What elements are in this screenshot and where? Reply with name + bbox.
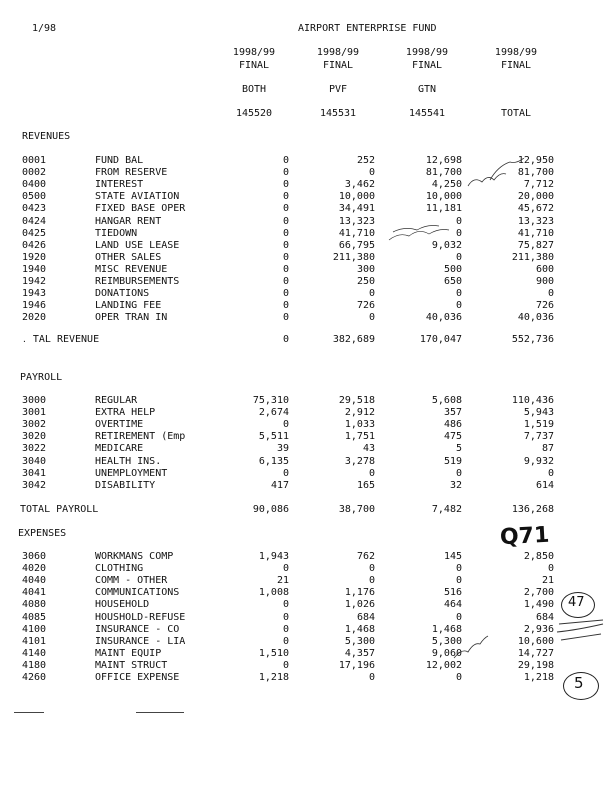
row-name: MAINT STRUCT [95, 659, 168, 671]
row-value: 486 [443, 419, 462, 431]
column-group: BOTH [241, 84, 267, 95]
row-value: 726 [356, 300, 375, 312]
row-code: 1940 [22, 263, 47, 275]
column-code: 145520 [235, 108, 273, 119]
row-value: 39 [276, 443, 289, 455]
row-name: DISABILITY [95, 479, 156, 491]
total-payroll-label: TOTAL PAYROLL [20, 504, 99, 515]
row-value: 0 [282, 300, 289, 312]
row-value: 21 [541, 575, 554, 587]
row-value: 5,608 [431, 395, 462, 406]
row-value: 0 [455, 672, 462, 683]
handwritten-scribble-revenue [460, 158, 530, 198]
column-code: TOTAL [500, 108, 532, 119]
row-value: 252 [356, 155, 375, 166]
row-name: COMMUNICATIONS [95, 587, 180, 599]
row-value: 0 [282, 215, 289, 227]
row-value: 1,176 [344, 587, 375, 599]
column-year: 1998/99 [405, 47, 449, 58]
row-value: 29,518 [338, 395, 375, 406]
row-value: 11,181 [425, 203, 462, 215]
row-name: DONATIONS [95, 288, 150, 300]
row-value: 0 [282, 467, 289, 479]
row-code: 4041 [22, 587, 47, 599]
row-code: 0426 [22, 239, 47, 251]
row-name: FUND BAL [95, 155, 144, 166]
row-value: 5,943 [523, 407, 554, 419]
row-code: 1942 [22, 276, 47, 287]
row-value: 12,950 [517, 155, 554, 166]
row-code: 3042 [22, 479, 47, 491]
row-value: 5,300 [344, 635, 375, 647]
row-value: 900 [535, 276, 554, 287]
row-code: 1943 [22, 288, 47, 300]
column-group: PVF [328, 84, 348, 95]
row-value: 20,000 [517, 191, 554, 203]
row-value: 3,462 [344, 179, 375, 191]
row-value: 1,490 [523, 599, 554, 611]
row-code: 3022 [22, 443, 47, 455]
row-value: 87 [541, 443, 554, 455]
row-code: 3040 [22, 455, 47, 467]
row-value: 1,218 [258, 672, 289, 683]
row-value: 650 [443, 276, 462, 287]
row-value: 12,002 [425, 659, 462, 671]
row-value: 5,300 [431, 635, 462, 647]
row-name: EXTRA HELP [95, 407, 156, 419]
row-value: 10,000 [338, 191, 375, 203]
row-code: 1920 [22, 251, 47, 263]
row-value: 40,036 [425, 312, 462, 324]
column-stage: FINAL [500, 60, 532, 71]
row-code: 0400 [22, 179, 47, 191]
row-code: 1946 [22, 300, 47, 312]
row-code: 4180 [22, 659, 47, 671]
row-code: 3041 [22, 467, 47, 479]
column-group: GTN [417, 84, 437, 95]
row-value: 1,026 [344, 599, 375, 611]
row-code: 3001 [22, 407, 47, 419]
row-value: 0 [282, 599, 289, 611]
row-value: 13,323 [338, 215, 375, 227]
row-value: 211,380 [332, 251, 375, 263]
row-value: 0 [455, 611, 462, 623]
row-value: 34,491 [338, 203, 375, 215]
row-value: 0 [282, 155, 289, 166]
row-name: HOUSHOLD-REFUSE [95, 611, 186, 623]
row-value: 600 [535, 263, 554, 275]
row-value: 2,850 [523, 551, 554, 562]
row-value: 0 [282, 167, 289, 179]
row-name: INSURANCE - LIA [95, 635, 186, 647]
row-value: 0 [455, 227, 462, 239]
row-value: 0 [368, 288, 375, 300]
row-value: 0 [368, 312, 375, 324]
row-value: 0 [282, 251, 289, 263]
row-value: 75,827 [517, 239, 554, 251]
row-value: 0 [282, 659, 289, 671]
column-stage: FINAL [238, 60, 270, 71]
row-name: LANDING FEE [95, 300, 162, 312]
row-code: 4040 [22, 575, 47, 587]
row-name: CLOTHING [95, 563, 144, 575]
bottom-rule-mid [136, 712, 184, 713]
row-value: 300 [356, 263, 375, 275]
row-value: 13,323 [517, 215, 554, 227]
row-value: 0 [455, 575, 462, 587]
row-value: 0 [455, 251, 462, 263]
row-value: 0 [547, 288, 554, 300]
row-code: 0424 [22, 215, 47, 227]
row-name: STATE AVIATION [95, 191, 180, 203]
row-name: OTHER SALES [95, 251, 162, 263]
row-value: 1,468 [344, 623, 375, 635]
row-value: 0 [282, 563, 289, 575]
row-code: 4101 [22, 635, 47, 647]
row-value: 41,710 [517, 227, 554, 239]
row-name: COMM - OTHER [95, 575, 168, 587]
row-code: 0002 [22, 167, 47, 179]
row-value: 1,008 [258, 587, 289, 599]
row-value: 417 [270, 479, 289, 491]
row-value: 0 [368, 575, 375, 587]
row-code: 0423 [22, 203, 47, 215]
row-value: 32 [449, 479, 462, 491]
row-value: 81,700 [517, 167, 554, 179]
row-value: 0 [282, 419, 289, 431]
row-value: 0 [282, 276, 289, 287]
row-code: 4080 [22, 599, 47, 611]
row-value: 516 [443, 587, 462, 599]
row-value: 614 [535, 479, 554, 491]
row-value: 9,060 [431, 647, 462, 659]
report-date: 1/98 [32, 23, 57, 34]
column-year: 1998/99 [316, 47, 360, 58]
row-code: 2020 [22, 312, 47, 324]
row-value: 0 [282, 191, 289, 203]
row-name: OPER TRAN IN [95, 312, 168, 324]
row-value: 165 [356, 479, 375, 491]
report-title: AIRPORT ENTERPRISE FUND [298, 23, 437, 34]
row-value: 726 [535, 300, 554, 312]
row-name: FIXED BASE OPER [95, 203, 186, 215]
total-value: 7,482 [431, 504, 462, 515]
row-value: 684 [356, 611, 375, 623]
row-value: 0 [368, 563, 375, 575]
row-value: 1,033 [344, 419, 375, 431]
handwritten-page-mark: Q71 [499, 522, 550, 551]
row-value: 0 [455, 288, 462, 300]
row-value: 10,000 [425, 191, 462, 203]
row-value: 0 [368, 167, 375, 179]
row-value: 3,278 [344, 455, 375, 467]
row-value: 0 [368, 467, 375, 479]
row-name: TIEDOWN [95, 227, 138, 239]
row-value: 2,936 [523, 623, 554, 635]
row-name: REIMBURSEMENTS [95, 276, 180, 287]
row-value: 2,912 [344, 407, 375, 419]
row-value: 0 [282, 239, 289, 251]
row-code: 4140 [22, 647, 47, 659]
row-code: 0425 [22, 227, 47, 239]
row-name: MAINT EQUIP [95, 647, 162, 659]
handwritten-scribble-maint [450, 634, 490, 662]
row-value: 5,511 [258, 431, 289, 443]
row-value: 41,710 [338, 227, 375, 239]
row-value: 211,380 [511, 251, 554, 263]
row-value: 1,510 [258, 647, 289, 659]
section-title-revenues: REVENUES [22, 131, 71, 142]
row-name: REGULAR [95, 395, 138, 406]
row-name: INTEREST [95, 179, 144, 191]
section-title-payroll: PAYROLL [20, 372, 63, 383]
row-value: 0 [455, 215, 462, 227]
row-code: 4100 [22, 623, 47, 635]
circled-note-a-text: 47 [568, 595, 585, 610]
row-value: 1,218 [523, 672, 554, 683]
total-value: 0 [282, 334, 289, 345]
total-value: 552,736 [511, 334, 554, 345]
row-name: OVERTIME [95, 419, 144, 431]
row-value: 0 [282, 179, 289, 191]
row-code: 4260 [22, 672, 47, 683]
row-value: 45,672 [517, 203, 554, 215]
row-name: OFFICE EXPENSE [95, 672, 180, 683]
column-year: 1998/99 [232, 47, 276, 58]
row-value: 40,036 [517, 312, 554, 324]
row-name: MEDICARE [95, 443, 144, 455]
handwritten-scribble-lease [385, 220, 465, 248]
total-value: 38,700 [338, 504, 375, 515]
row-value: 110,436 [511, 395, 554, 406]
total-value: 170,047 [419, 334, 462, 345]
row-value: 475 [443, 431, 462, 443]
row-value: 0 [547, 563, 554, 575]
row-value: 684 [535, 611, 554, 623]
row-code: 4085 [22, 611, 47, 623]
row-value: 0 [455, 563, 462, 575]
row-code: 3000 [22, 395, 47, 406]
row-value: 145 [443, 551, 462, 562]
row-value: 4,357 [344, 647, 375, 659]
row-value: 10,600 [517, 635, 554, 647]
row-value: 81,700 [425, 167, 462, 179]
row-value: 43 [362, 443, 375, 455]
column-year: 1998/99 [494, 47, 538, 58]
total-value: 382,689 [332, 334, 375, 345]
bottom-rule-left [14, 712, 44, 713]
total-revenue-label: . TAL REVENUE [22, 334, 100, 345]
row-value: 21 [276, 575, 289, 587]
row-value: 17,196 [338, 659, 375, 671]
row-value: 2,674 [258, 407, 289, 419]
row-value: 12,698 [425, 155, 462, 166]
row-value: 0 [282, 611, 289, 623]
row-value: 9,932 [523, 455, 554, 467]
row-code: 4020 [22, 563, 47, 575]
row-name: MISC REVENUE [95, 263, 168, 275]
handwritten-marks-right [555, 614, 610, 644]
section-title-expenses: EXPENSES [18, 528, 67, 539]
row-value: 250 [356, 276, 375, 287]
row-value: 0 [282, 227, 289, 239]
row-value: 0 [455, 467, 462, 479]
row-name: LAND USE LEASE [95, 239, 180, 251]
row-value: 29,198 [517, 659, 554, 671]
row-value: 75,310 [252, 395, 289, 406]
column-stage: FINAL [322, 60, 354, 71]
row-name: INSURANCE - CO [95, 623, 180, 635]
total-value: 136,268 [511, 504, 554, 515]
row-value: 762 [356, 551, 375, 562]
row-code: 0001 [22, 155, 47, 166]
row-value: 6,135 [258, 455, 289, 467]
row-code: 3002 [22, 419, 47, 431]
row-value: 519 [443, 455, 462, 467]
column-stage: FINAL [411, 60, 443, 71]
row-name: RETIREMENT (Emp [95, 431, 186, 443]
row-name: FROM RESERVE [95, 167, 168, 179]
column-code: 145541 [408, 108, 446, 119]
row-value: 7,737 [523, 431, 554, 443]
row-value: 4,250 [431, 179, 462, 191]
row-value: 0 [368, 672, 375, 683]
row-value: 0 [455, 300, 462, 312]
row-value: 7,712 [523, 179, 554, 191]
row-value: 66,795 [338, 239, 375, 251]
circled-note-b-text: 5 [574, 674, 584, 692]
row-name: HEALTH INS. [95, 455, 162, 467]
row-value: 2,700 [523, 587, 554, 599]
row-name: WORKMANS COMP [95, 551, 174, 562]
row-value: 5 [455, 443, 462, 455]
column-code: 145531 [319, 108, 357, 119]
row-name: UNEMPLOYMENT [95, 467, 168, 479]
row-value: 0 [547, 467, 554, 479]
row-value: 1,519 [523, 419, 554, 431]
row-code: 3060 [22, 551, 47, 562]
row-value: 1,468 [431, 623, 462, 635]
row-value: 0 [282, 623, 289, 635]
row-value: 0 [282, 288, 289, 300]
total-value: 90,086 [252, 504, 289, 515]
row-name: HANGAR RENT [95, 215, 162, 227]
row-value: 1,751 [344, 431, 375, 443]
row-value: 9,032 [431, 239, 462, 251]
row-value: 0 [282, 203, 289, 215]
row-value: 464 [443, 599, 462, 611]
row-value: 0 [282, 635, 289, 647]
row-value: 0 [282, 312, 289, 324]
row-value: 0 [282, 263, 289, 275]
row-value: 1,943 [258, 551, 289, 562]
row-value: 357 [443, 407, 462, 419]
row-code: 3020 [22, 431, 47, 443]
row-value: 500 [443, 263, 462, 275]
row-value: 14,727 [517, 647, 554, 659]
row-name: HOUSEHOLD [95, 599, 150, 611]
row-code: 0500 [22, 191, 47, 203]
